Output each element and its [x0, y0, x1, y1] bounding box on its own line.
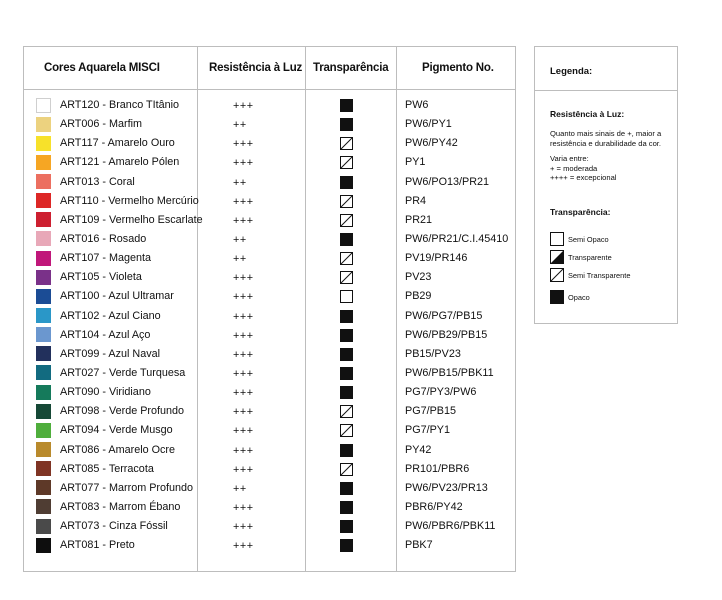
- pigment-code: PW6/PB15/PBK11: [405, 366, 494, 379]
- table-row: [24, 153, 515, 172]
- pigment-code: PW6/PBR6/PBK11: [405, 520, 496, 533]
- table-row: [24, 115, 515, 134]
- color-swatch: [36, 98, 51, 113]
- table-row: [24, 134, 515, 153]
- pigment-code: PB29: [405, 290, 432, 303]
- pigment-code: PBR6/PY42: [405, 500, 463, 513]
- semi-transparent-icon: [340, 195, 353, 208]
- header-divider: [24, 89, 515, 90]
- lightfastness-value: +++: [233, 291, 254, 304]
- semi-transparent-icon: [340, 405, 353, 418]
- pigment-code: PW6/PV23/PR13: [405, 481, 488, 494]
- color-swatch: [36, 499, 51, 514]
- legend-resistance-desc: Quanto mais sinais de +, maior a resistência e durabilidade da cor.: [550, 129, 662, 148]
- header-resistance: Resistência à Luz: [209, 62, 303, 74]
- lightfastness-value: +++: [233, 157, 254, 170]
- color-swatch: [36, 174, 51, 189]
- legend-vary: [550, 154, 617, 183]
- legend-vary-line: + = moderada: [550, 163, 598, 173]
- legend-item-opaque: [550, 290, 590, 304]
- pigment-code: PG7/PB15: [405, 405, 457, 418]
- lightfastness-value: +++: [233, 138, 254, 151]
- opaque-icon: [340, 539, 353, 552]
- pigment-code: PG7/PY1: [405, 424, 451, 437]
- table-row: [24, 498, 515, 517]
- semi-transparent-icon: [340, 252, 353, 265]
- color-swatch: [36, 231, 51, 246]
- pigment-code: PR4: [405, 194, 427, 207]
- pigment-code: PR21: [405, 213, 433, 226]
- legend-panel: [534, 46, 678, 324]
- color-name: ART098 - Verde Profundo: [60, 405, 185, 418]
- legend-vary-line: Varia entre:: [550, 154, 589, 163]
- table-row: [24, 211, 515, 230]
- color-swatch: [36, 289, 51, 304]
- color-name: ART006 - Marfim: [60, 118, 142, 131]
- legend-item-transparent: [550, 250, 612, 264]
- semi-transparent-icon: [340, 463, 353, 476]
- opaque-icon: [340, 329, 353, 342]
- header-pigment: Pigmento No.: [422, 62, 494, 74]
- legend-item-label: Semi Opaco: [568, 234, 609, 244]
- lightfastness-value: +++: [233, 272, 254, 285]
- color-swatch: [36, 365, 51, 380]
- table-row: [24, 230, 515, 249]
- table-row: [24, 479, 515, 498]
- semi-transparent-icon: [340, 137, 353, 150]
- semi-transparent-icon: [340, 214, 353, 227]
- color-swatch: [36, 270, 51, 285]
- opaque-icon: [340, 501, 353, 514]
- semi-opaque-icon: [550, 232, 564, 246]
- legend-vary-line: ++++ = excepcional: [550, 173, 617, 182]
- opaque-icon: [340, 118, 353, 131]
- color-name: ART085 - Terracota: [60, 462, 154, 475]
- color-swatch: [36, 193, 51, 208]
- color-name: ART117 - Amarelo Ouro: [60, 137, 175, 150]
- pigment-code: PG7/PY3/PW6: [405, 386, 477, 399]
- color-swatch: [36, 346, 51, 361]
- color-swatch: [36, 308, 51, 323]
- semi-transparent-icon: [340, 156, 353, 169]
- color-swatch: [36, 538, 51, 553]
- legend-transparency-title: Transparência:: [550, 207, 611, 217]
- color-name: ART100 - Azul Ultramar: [60, 290, 174, 303]
- table-row: [24, 345, 515, 364]
- color-name: ART081 - Preto: [60, 539, 135, 552]
- table-body: [24, 96, 515, 555]
- header-transparency: Transparência: [313, 62, 389, 74]
- lightfastness-value: ++: [233, 253, 247, 266]
- legend-resistance-title: Resistência à Luz:: [550, 109, 625, 119]
- color-swatch: [36, 461, 51, 476]
- pigment-code: PBK7: [405, 539, 433, 552]
- semi-transparent-icon: [340, 424, 353, 437]
- opaque-icon: [340, 444, 353, 457]
- lightfastness-value: +++: [233, 387, 254, 400]
- color-swatch: [36, 480, 51, 495]
- lightfastness-value: ++: [233, 176, 247, 189]
- table-row: [24, 326, 515, 345]
- color-table: [23, 46, 516, 572]
- pigment-code: PW6: [405, 99, 429, 111]
- lightfastness-value: +++: [233, 100, 254, 112]
- lightfastness-value: ++: [233, 119, 247, 132]
- pigment-code: PW6/PG7/PB15: [405, 309, 483, 322]
- color-name: ART104 - Azul Aço: [60, 328, 151, 341]
- opaque-icon: [340, 520, 353, 533]
- color-name: ART109 - Vermelho Escarlate: [60, 213, 203, 226]
- opaque-icon: [550, 290, 564, 304]
- table-row: [24, 536, 515, 555]
- color-name: ART086 - Amarelo Ocre: [60, 443, 176, 456]
- color-name: ART105 - Violeta: [60, 271, 142, 284]
- pigment-code: PY1: [405, 156, 426, 169]
- table-row: [24, 192, 515, 211]
- header-color: Cores Aquarela MISCI: [44, 62, 160, 74]
- color-name: ART077 - Marrom Profundo: [60, 481, 194, 494]
- table-row: [24, 249, 515, 268]
- table-row: [24, 517, 515, 536]
- pigment-code: PV23: [405, 271, 432, 284]
- semi-transparent-icon: [550, 268, 564, 282]
- legend-divider: [535, 90, 677, 91]
- table-row: [24, 268, 515, 287]
- pigment-code: PY42: [405, 443, 432, 456]
- table-row: [24, 383, 515, 402]
- color-name: ART083 - Marrom Ébano: [60, 500, 181, 513]
- color-swatch: [36, 155, 51, 170]
- color-swatch: [36, 385, 51, 400]
- legend-item-label: Semi Transparente: [568, 270, 631, 280]
- lightfastness-value: +++: [233, 425, 254, 438]
- pigment-code: PW6/PR21/C.I.45410: [405, 232, 509, 245]
- color-name: ART090 - Viridiano: [60, 386, 151, 399]
- lightfastness-value: +++: [233, 406, 254, 419]
- pigment-code: PR101/PBR6: [405, 462, 470, 475]
- pigment-code: PW6/PY1: [405, 118, 452, 131]
- lightfastness-value: ++: [233, 233, 247, 246]
- opaque-icon: [340, 176, 353, 189]
- opaque-icon: [340, 367, 353, 380]
- table-row: [24, 460, 515, 479]
- table-row: [24, 96, 515, 115]
- table-row: [24, 441, 515, 460]
- legend-item-label: Transparente: [568, 252, 612, 262]
- lightfastness-value: +++: [233, 501, 254, 514]
- color-name: ART107 - Magenta: [60, 252, 152, 265]
- lightfastness-value: ++: [233, 482, 247, 495]
- color-name: ART073 - Cinza Fóssil: [60, 520, 168, 533]
- semi-transparent-icon: [340, 271, 353, 284]
- legend-item-semi-transparent: [550, 268, 630, 282]
- table-row: [24, 287, 515, 306]
- pigment-code: PW6/PY42: [405, 137, 458, 150]
- color-swatch: [36, 519, 51, 534]
- lightfastness-value: +++: [233, 214, 254, 227]
- pigment-code: PB15/PV23: [405, 347, 461, 360]
- color-swatch: [36, 423, 51, 438]
- opaque-icon: [340, 482, 353, 495]
- semi-opaque-icon: [340, 290, 353, 303]
- lightfastness-value: +++: [233, 329, 254, 342]
- lightfastness-value: +++: [233, 540, 254, 553]
- opaque-icon: [340, 386, 353, 399]
- table-row: [24, 421, 515, 440]
- table-row: [24, 364, 515, 383]
- color-name: ART110 - Vermelho Mercúrio: [60, 194, 199, 207]
- opaque-icon: [340, 233, 353, 246]
- color-name: ART027 - Verde Turquesa: [60, 366, 186, 379]
- opaque-icon: [340, 348, 353, 361]
- color-name: ART099 - Azul Naval: [60, 347, 161, 360]
- color-name: ART016 - Rosado: [60, 232, 147, 245]
- lightfastness-value: +++: [233, 195, 254, 208]
- color-swatch: [36, 327, 51, 342]
- opaque-icon: [340, 99, 353, 112]
- lightfastness-value: +++: [233, 444, 254, 457]
- lightfastness-value: +++: [233, 348, 254, 361]
- legend-title: Legenda:: [550, 66, 593, 77]
- color-swatch: [36, 251, 51, 266]
- color-swatch: [36, 442, 51, 457]
- color-name: ART013 - Coral: [60, 175, 135, 188]
- pigment-code: PW6/PO13/PR21: [405, 175, 490, 188]
- color-name: ART121 - Amarelo Pólen: [60, 156, 180, 169]
- legend-item-semi-opaque: [550, 232, 609, 246]
- pigment-code: PW6/PB29/PB15: [405, 328, 488, 341]
- lightfastness-value: +++: [233, 463, 254, 476]
- lightfastness-value: +++: [233, 367, 254, 380]
- transparent-icon: [550, 250, 564, 264]
- opaque-icon: [340, 310, 353, 323]
- table-row: [24, 402, 515, 421]
- color-name: ART120 - Branco TItânio: [60, 99, 180, 111]
- color-swatch: [36, 404, 51, 419]
- color-swatch: [36, 212, 51, 227]
- lightfastness-value: +++: [233, 521, 254, 534]
- pigment-code: PV19/PR146: [405, 252, 468, 265]
- color-name: ART102 - Azul Ciano: [60, 309, 161, 322]
- legend-item-label: Opaco: [568, 292, 590, 302]
- color-swatch: [36, 117, 51, 132]
- lightfastness-value: +++: [233, 310, 254, 323]
- color-name: ART094 - Verde Musgo: [60, 424, 173, 437]
- table-row: [24, 307, 515, 326]
- color-swatch: [36, 136, 51, 151]
- table-row: [24, 173, 515, 192]
